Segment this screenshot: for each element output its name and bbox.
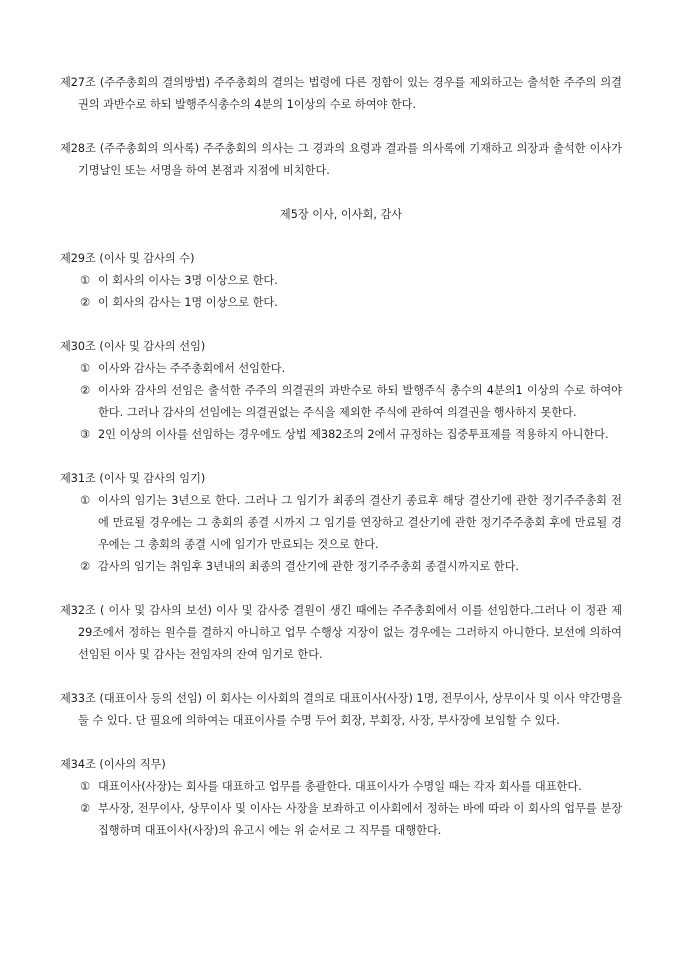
spacer <box>60 116 622 138</box>
article-30-item-1 <box>60 358 622 380</box>
article-29 <box>60 248 622 314</box>
article-34-item-2 <box>60 798 622 842</box>
article-34-item-1 <box>60 776 622 798</box>
article-30-item-2 <box>60 380 622 424</box>
item-text: 이사와 감사의 선임은 출석한 주주의 의결권의 과반수로 하되 발행주식 총수의 4분의1 이상의 수로 하여야 한다. 그러나 감사의 선임에는 의결권없는 주식을 제외한 주식에 관하여 의결권을 행사하지 못한다. <box>98 384 622 419</box>
article-31-item-1 <box>60 490 622 556</box>
item-text: 이 회사의 감사는 1명 이상으로 한다. <box>98 296 278 309</box>
item-text: 이사와 감사는 주주총회에서 선임한다. <box>98 362 286 375</box>
article-30-heading: 제30조 (이사 및 감사의 선임) <box>60 340 206 353</box>
item-text: 부사장, 전무이사, 상무이사 및 이사는 사장을 보좌하고 이사회에서 정하는 바에 따라 이 회사의 업무를 분장 집행하며 대표이사(사장)의 유고시 에는 위 순서로 그 직무를 대행한다. <box>98 802 622 837</box>
spacer <box>60 446 622 468</box>
item-text: 이 회사의 이사는 3명 이상으로 한다. <box>98 274 278 287</box>
item-number: ② <box>80 560 91 573</box>
spacer <box>60 226 622 248</box>
item-text: 감사의 임기는 취임후 3년내의 최종의 결산기에 관한 정기주주총회 종결시까지로 한다. <box>98 560 519 573</box>
item-number: ② <box>80 296 91 309</box>
item-number: ② <box>80 384 91 397</box>
document-body <box>60 72 622 842</box>
chapter-heading: 제5장 이사, 이사회, 감사 <box>279 208 403 221</box>
article-32: 제32조 ( 이사 및 감사의 보선) 이사 및 감사중 결원이 생긴 때에는 주주총회에서 이를 선임한다.그러나 이 정관 제29조에서 정하는 원수를 결하지 아니하고 업무 수행상 지장이 없는 경우에는 그러하지 아니한다. 보선에 의하여 선임된 이사 및 감사는 전임자의 잔여 임기로 한다. <box>60 604 622 661</box>
spacer <box>60 732 622 754</box>
article-30 <box>60 336 622 446</box>
article-34 <box>60 754 622 842</box>
article-29-item-2 <box>60 292 622 314</box>
article-31-item-2 <box>60 556 622 578</box>
item-number: ① <box>80 362 91 375</box>
item-number: ① <box>80 494 91 507</box>
article-34-heading: 제34조 (이사의 직무) <box>60 758 166 771</box>
item-text: 2인 이상의 이사를 선임하는 경우에도 상법 제382조의 2에서 규정하는 집중투표제를 적용하지 아니한다. <box>98 428 609 441</box>
item-number: ① <box>80 274 91 287</box>
article-30-item-3 <box>60 424 622 446</box>
article-31-heading: 제31조 (이사 및 감사의 임기) <box>60 472 206 485</box>
item-number: ③ <box>80 428 91 441</box>
item-number: ② <box>80 802 91 815</box>
article-29-item-1 <box>60 270 622 292</box>
article-33: 제33조 (대표이사 등의 선임) 이 회사는 이사회의 결의로 대표이사(사장) 1명, 전무이사, 상무이사 및 이사 약간명을 둘 수 있다. 단 필요에 의하여는 대표이사를 수명 두어 회장, 부회장, 사장, 부사장에 보임할 수 있다. <box>60 692 622 727</box>
spacer <box>60 666 622 688</box>
article-29-heading: 제29조 (이사 및 감사의 수) <box>60 252 195 265</box>
spacer <box>60 182 622 204</box>
spacer <box>60 578 622 600</box>
article-31 <box>60 468 622 578</box>
article-27: 제27조 (주주총회의 결의방법) 주주총회의 결의는 법령에 다른 정함이 있는 경우를 제외하고는 출석한 주주의 의결권의 과반수로 하되 발행주식총수의 4분의 1이상의 수로 하여야 한다. <box>60 76 622 111</box>
item-text: 대표이사(사장)는 회사를 대표하고 업무를 총괄한다. 대표이사가 수명일 때는 각자 회사를 대표한다. <box>98 780 582 793</box>
item-text: 이사의 임기는 3년으로 한다. 그러나 그 임기가 최종의 결산기 종료후 해당 결산기에 관한 정기주주총회 전에 만료될 경우에는 그 총회의 종결 시까지 그 임기를 연장하고 결산기에 관한 정기주주총회 후에 만료될 경우에는 그 총회의 종결 시에 임기가 만료되는 것으로 한다. <box>98 494 622 551</box>
article-28: 제28조 (주주총회의 의사록) 주주총회의 의사는 그 경과의 요령과 결과를 의사록에 기재하고 의장과 출석한 이사가 기명날인 또는 서명을 하여 본점과 지점에 비치한다. <box>60 142 622 177</box>
spacer <box>60 314 622 336</box>
item-number: ① <box>80 780 91 793</box>
